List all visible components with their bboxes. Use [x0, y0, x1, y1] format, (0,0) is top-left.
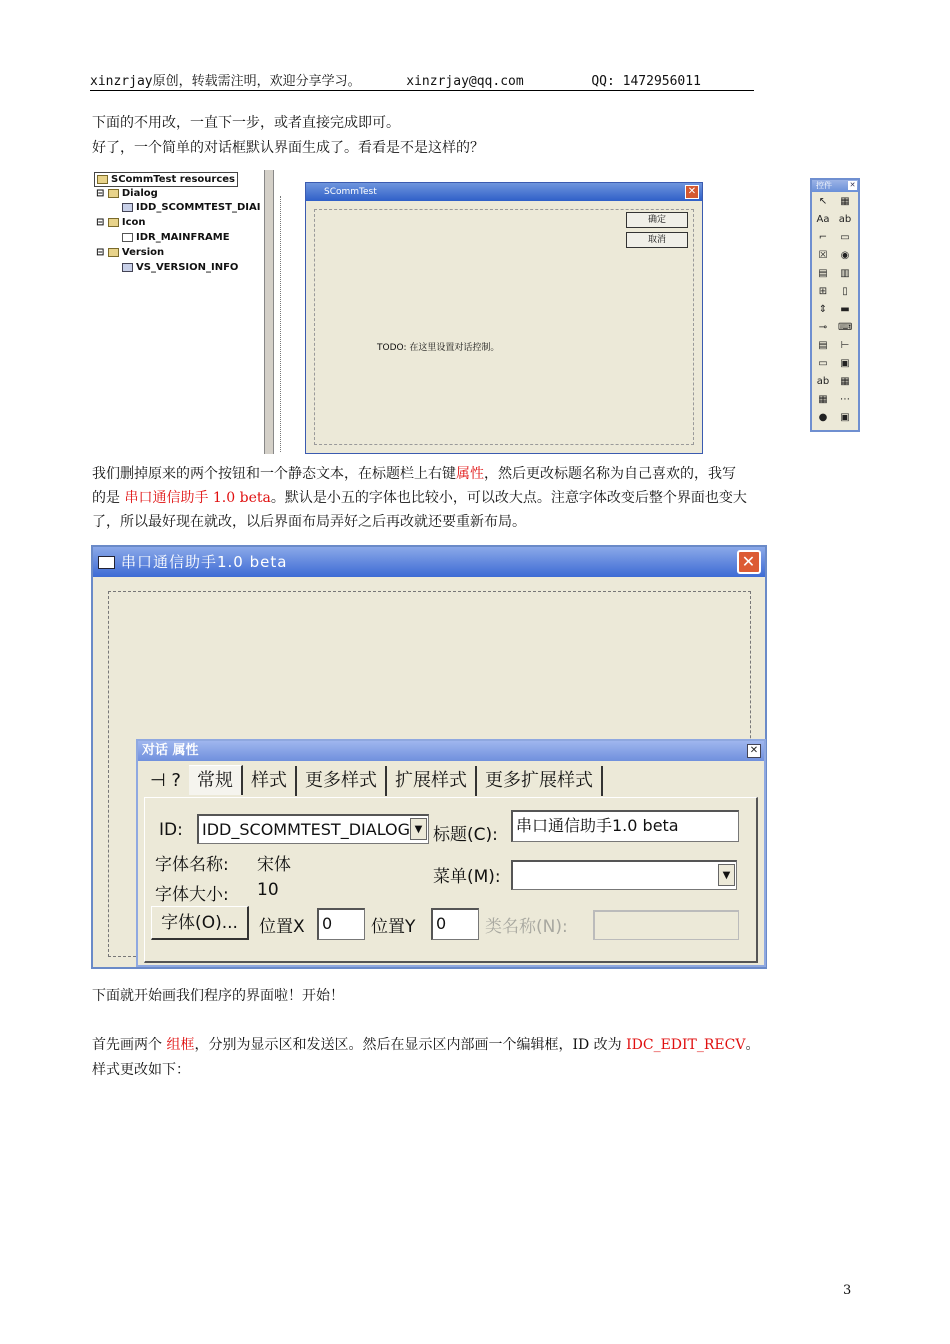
custom-control-tool-icon[interactable]: ● [818, 412, 828, 423]
pointer-tool-icon[interactable]: ↖ [818, 196, 828, 207]
tree-item-version-info[interactable]: VS_VERSION_INFO [122, 261, 238, 274]
edit-box-tool-icon[interactable]: ab [838, 214, 852, 225]
pos-x-input[interactable]: 0 [317, 908, 365, 940]
pos-y-label: 位置Y [371, 917, 416, 937]
paragraph-3-line-2: 的是 串口通信助手 1.0 beta。默认是小五的字体也比较小，可以改大点。注意字体改变后整个界面也变大 [92, 490, 747, 506]
slider-tool-icon[interactable]: ⊸ [818, 322, 828, 333]
ip-address-tool-icon[interactable]: ⋯ [840, 394, 850, 405]
author-note: xinzrjay原创，转载需注明，欢迎分享学习。 [90, 74, 361, 89]
class-name-label: 类名称(N): [485, 917, 568, 937]
file-icon [122, 233, 133, 242]
close-icon[interactable]: ✕ [737, 550, 761, 574]
properties-body [144, 797, 758, 963]
menu-label: 菜单(M): [433, 867, 501, 887]
highlight-group-box: 组框 [166, 1037, 195, 1053]
toolbox-titlebar: 控件 ✕ [812, 180, 858, 192]
properties-tabs [142, 765, 603, 797]
paragraph-2: 好了，一个简单的对话框默认界面生成了。看看是不是这样的？ [92, 140, 484, 156]
properties-dialog [136, 739, 766, 967]
rich-edit-tool-icon[interactable]: ab [816, 376, 830, 387]
tree-item-dialog[interactable]: ⊟ Dialog [96, 188, 158, 199]
class-name-input [593, 910, 739, 940]
id-label: ID: [159, 820, 183, 840]
dialog-titlebar: SCommTest ✕ [306, 183, 702, 201]
chevron-down-icon[interactable]: ▼ [410, 818, 427, 840]
pos-x-label: 位置X [259, 917, 305, 937]
button-tool-icon[interactable]: ▭ [840, 232, 850, 243]
hscroll-tool-icon[interactable]: ⊞ [818, 286, 828, 297]
paragraph-5: 首先画两个 组框，分别为显示区和发送区。然后在显示区内部画一个编辑框，ID 改为 IDC_EDIT_RECV。 [92, 1037, 760, 1053]
screenshot-resource-editor [92, 170, 860, 454]
paragraph-4: 下面就开始画我们程序的界面啦！开始！ [92, 988, 344, 1004]
tab-general[interactable]: 常规 [189, 765, 243, 795]
list-box-tool-icon[interactable]: ▥ [840, 268, 850, 279]
hotkey-tool-icon[interactable]: ⌨ [838, 322, 853, 333]
close-icon[interactable]: ✕ [747, 744, 761, 758]
combo-ex-tool-icon[interactable]: ▣ [840, 412, 850, 423]
tree-root[interactable]: SCommTest resources [94, 172, 238, 187]
font-button[interactable]: 字体(O)... [151, 906, 249, 940]
close-icon[interactable]: ✕ [849, 181, 856, 189]
pin-icon[interactable]: ⊣ ? [150, 770, 181, 791]
highlight-edit-id: IDC_EDIT_RECV [626, 1037, 746, 1053]
static-text-tool-icon[interactable]: Aa [816, 214, 830, 225]
tab-extended-styles[interactable]: 扩展样式 [387, 766, 477, 796]
tree-item-mainframe[interactable]: IDR_MAINFRAME [122, 231, 230, 244]
combo-box-tool-icon[interactable]: ▤ [818, 268, 828, 279]
tree-item-icon[interactable]: ⊟ Icon [96, 217, 146, 228]
todo-static-text: TODO: 在这里设置对话控制。 [377, 343, 500, 353]
resource-tree [92, 170, 270, 454]
guide-ruler [280, 196, 292, 452]
paragraph-3-line-1: 我们删掉原来的两个按钮和一个静态文本，在标题栏上右键属性，然后更改标题名称为自己喜欢的，我写 [92, 466, 736, 482]
pos-y-input[interactable]: 0 [431, 908, 479, 940]
tab-more-extended-styles[interactable]: 更多扩展样式 [477, 766, 603, 796]
page-header [90, 70, 754, 91]
tree-control-tool-icon[interactable]: ⊢ [840, 340, 850, 351]
folder-icon [108, 218, 119, 227]
spin-tool-icon[interactable]: ⇕ [818, 304, 828, 315]
list-control-tool-icon[interactable]: ▤ [818, 340, 828, 351]
dialog-icon [122, 203, 133, 212]
paragraph-1: 下面的不用改，一直下一步，或者直接完成即可。 [92, 115, 400, 131]
cancel-button[interactable]: 取消 [626, 232, 688, 248]
font-name-value: 宋体 [257, 855, 291, 875]
vscroll-tool-icon[interactable]: ▯ [842, 286, 848, 297]
pane-splitter[interactable] [264, 170, 274, 454]
highlight-properties: 属性 [456, 466, 484, 482]
folder-icon [108, 248, 119, 257]
window-title: 串口通信助手1.0 beta [121, 553, 288, 571]
author-email: xinzrjay@qq.com [406, 74, 524, 89]
checkbox-tool-icon[interactable]: ☒ [818, 250, 828, 261]
progress-tool-icon[interactable]: ▬ [840, 304, 850, 315]
ok-button[interactable]: 确定 [626, 212, 688, 228]
screenshot-dialog-properties [91, 545, 767, 969]
folder-icon [108, 189, 119, 198]
tree-item-version[interactable]: ⊟ Version [96, 247, 165, 258]
font-size-value: 10 [257, 880, 279, 900]
version-icon [122, 263, 133, 272]
month-calendar-tool-icon[interactable]: ▦ [818, 394, 828, 405]
properties-titlebar: 对话 属性 ✕ [138, 741, 764, 761]
font-size-label: 字体大小: [155, 885, 229, 905]
paragraph-3-line-3: 了，所以最好现在就改，以后界面布局弄好之后再改就还要重新布局。 [92, 514, 526, 530]
tab-styles[interactable]: 样式 [243, 766, 297, 796]
tab-more-styles[interactable]: 更多样式 [297, 766, 387, 796]
group-box-tool-icon[interactable]: ⌐ [818, 232, 828, 243]
window-titlebar [93, 547, 765, 577]
caption-input[interactable]: 串口通信助手1.0 beta [511, 810, 739, 842]
tab-control-tool-icon[interactable]: ▭ [818, 358, 828, 369]
chevron-down-icon[interactable]: ▼ [718, 864, 735, 886]
page-number: 3 [843, 1283, 852, 1298]
paragraph-6: 样式更改如下： [92, 1062, 190, 1078]
radio-tool-icon[interactable]: ◉ [840, 250, 850, 261]
window-icon [98, 556, 115, 569]
tree-item-dialog-id[interactable]: IDD_SCOMMTEST_DIAI [122, 201, 260, 214]
author-qq: QQ: 1472956011 [591, 74, 701, 89]
font-name-label: 字体名称: [155, 855, 229, 875]
picture-tool-icon[interactable]: ▦ [840, 196, 850, 207]
animate-tool-icon[interactable]: ▣ [840, 358, 850, 369]
dialog-client-area [314, 209, 694, 445]
date-time-tool-icon[interactable]: ▦ [840, 376, 850, 387]
folder-icon [97, 175, 108, 184]
dialog-preview [305, 182, 703, 454]
menu-combo[interactable] [511, 860, 737, 890]
close-icon[interactable]: ✕ [685, 185, 699, 199]
caption-label: 标题(C): [433, 825, 498, 845]
id-combo[interactable]: IDD_SCOMMTEST_DIALOG ▼ [197, 814, 429, 844]
highlight-title: 串口通信助手 1.0 beta [124, 490, 271, 506]
controls-toolbox [810, 178, 860, 432]
